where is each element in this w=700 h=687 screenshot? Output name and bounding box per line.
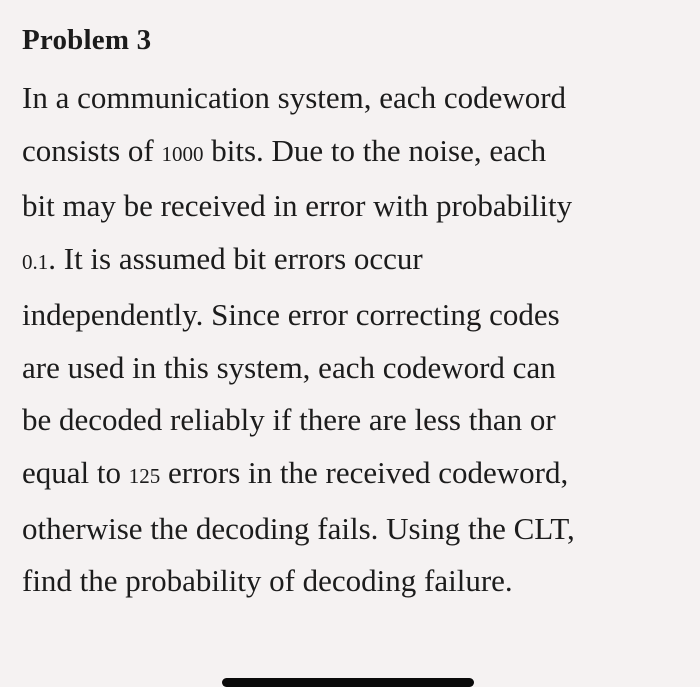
problem-document: [22, 20, 692, 608]
error-threshold-value: 125: [128, 463, 161, 488]
text-segment: are used in this system, each codeword can: [22, 349, 556, 385]
statement-line: [22, 72, 692, 125]
statement-line: [22, 180, 692, 233]
text-segment: otherwise the decoding fails. Using the CLT,: [22, 510, 575, 546]
text-segment: consists of: [22, 132, 162, 168]
bits-count-value: 1000: [161, 141, 204, 166]
statement-line: [22, 503, 692, 556]
home-indicator-bar[interactable]: [222, 678, 474, 687]
statement-line: [22, 447, 692, 503]
statement-line: [22, 233, 692, 289]
statement-line: [22, 289, 692, 342]
text-segment: bits. Due to the noise, each: [203, 132, 547, 168]
text-segment: be decoded reliably if there are less than or: [22, 402, 556, 438]
problem-statement: [22, 72, 692, 608]
error-probability-value: 0.1: [22, 250, 49, 275]
statement-line: [22, 555, 692, 608]
problem-title: Problem 3: [22, 24, 152, 56]
text-segment: In a communication system, each codeword: [22, 80, 567, 115]
text-segment: independently. Since error correcting codes: [22, 296, 560, 332]
statement-line: [22, 394, 692, 447]
statement-line: [22, 342, 692, 395]
text-segment: equal to: [22, 454, 129, 490]
statement-line: [22, 125, 692, 181]
text-segment: find the probability of decoding failure.: [22, 563, 513, 599]
text-segment: bit may be received in error with probability: [22, 188, 573, 224]
text-segment: . It is assumed bit errors occur: [48, 241, 423, 277]
text-segment: errors in the received codeword,: [160, 454, 569, 490]
